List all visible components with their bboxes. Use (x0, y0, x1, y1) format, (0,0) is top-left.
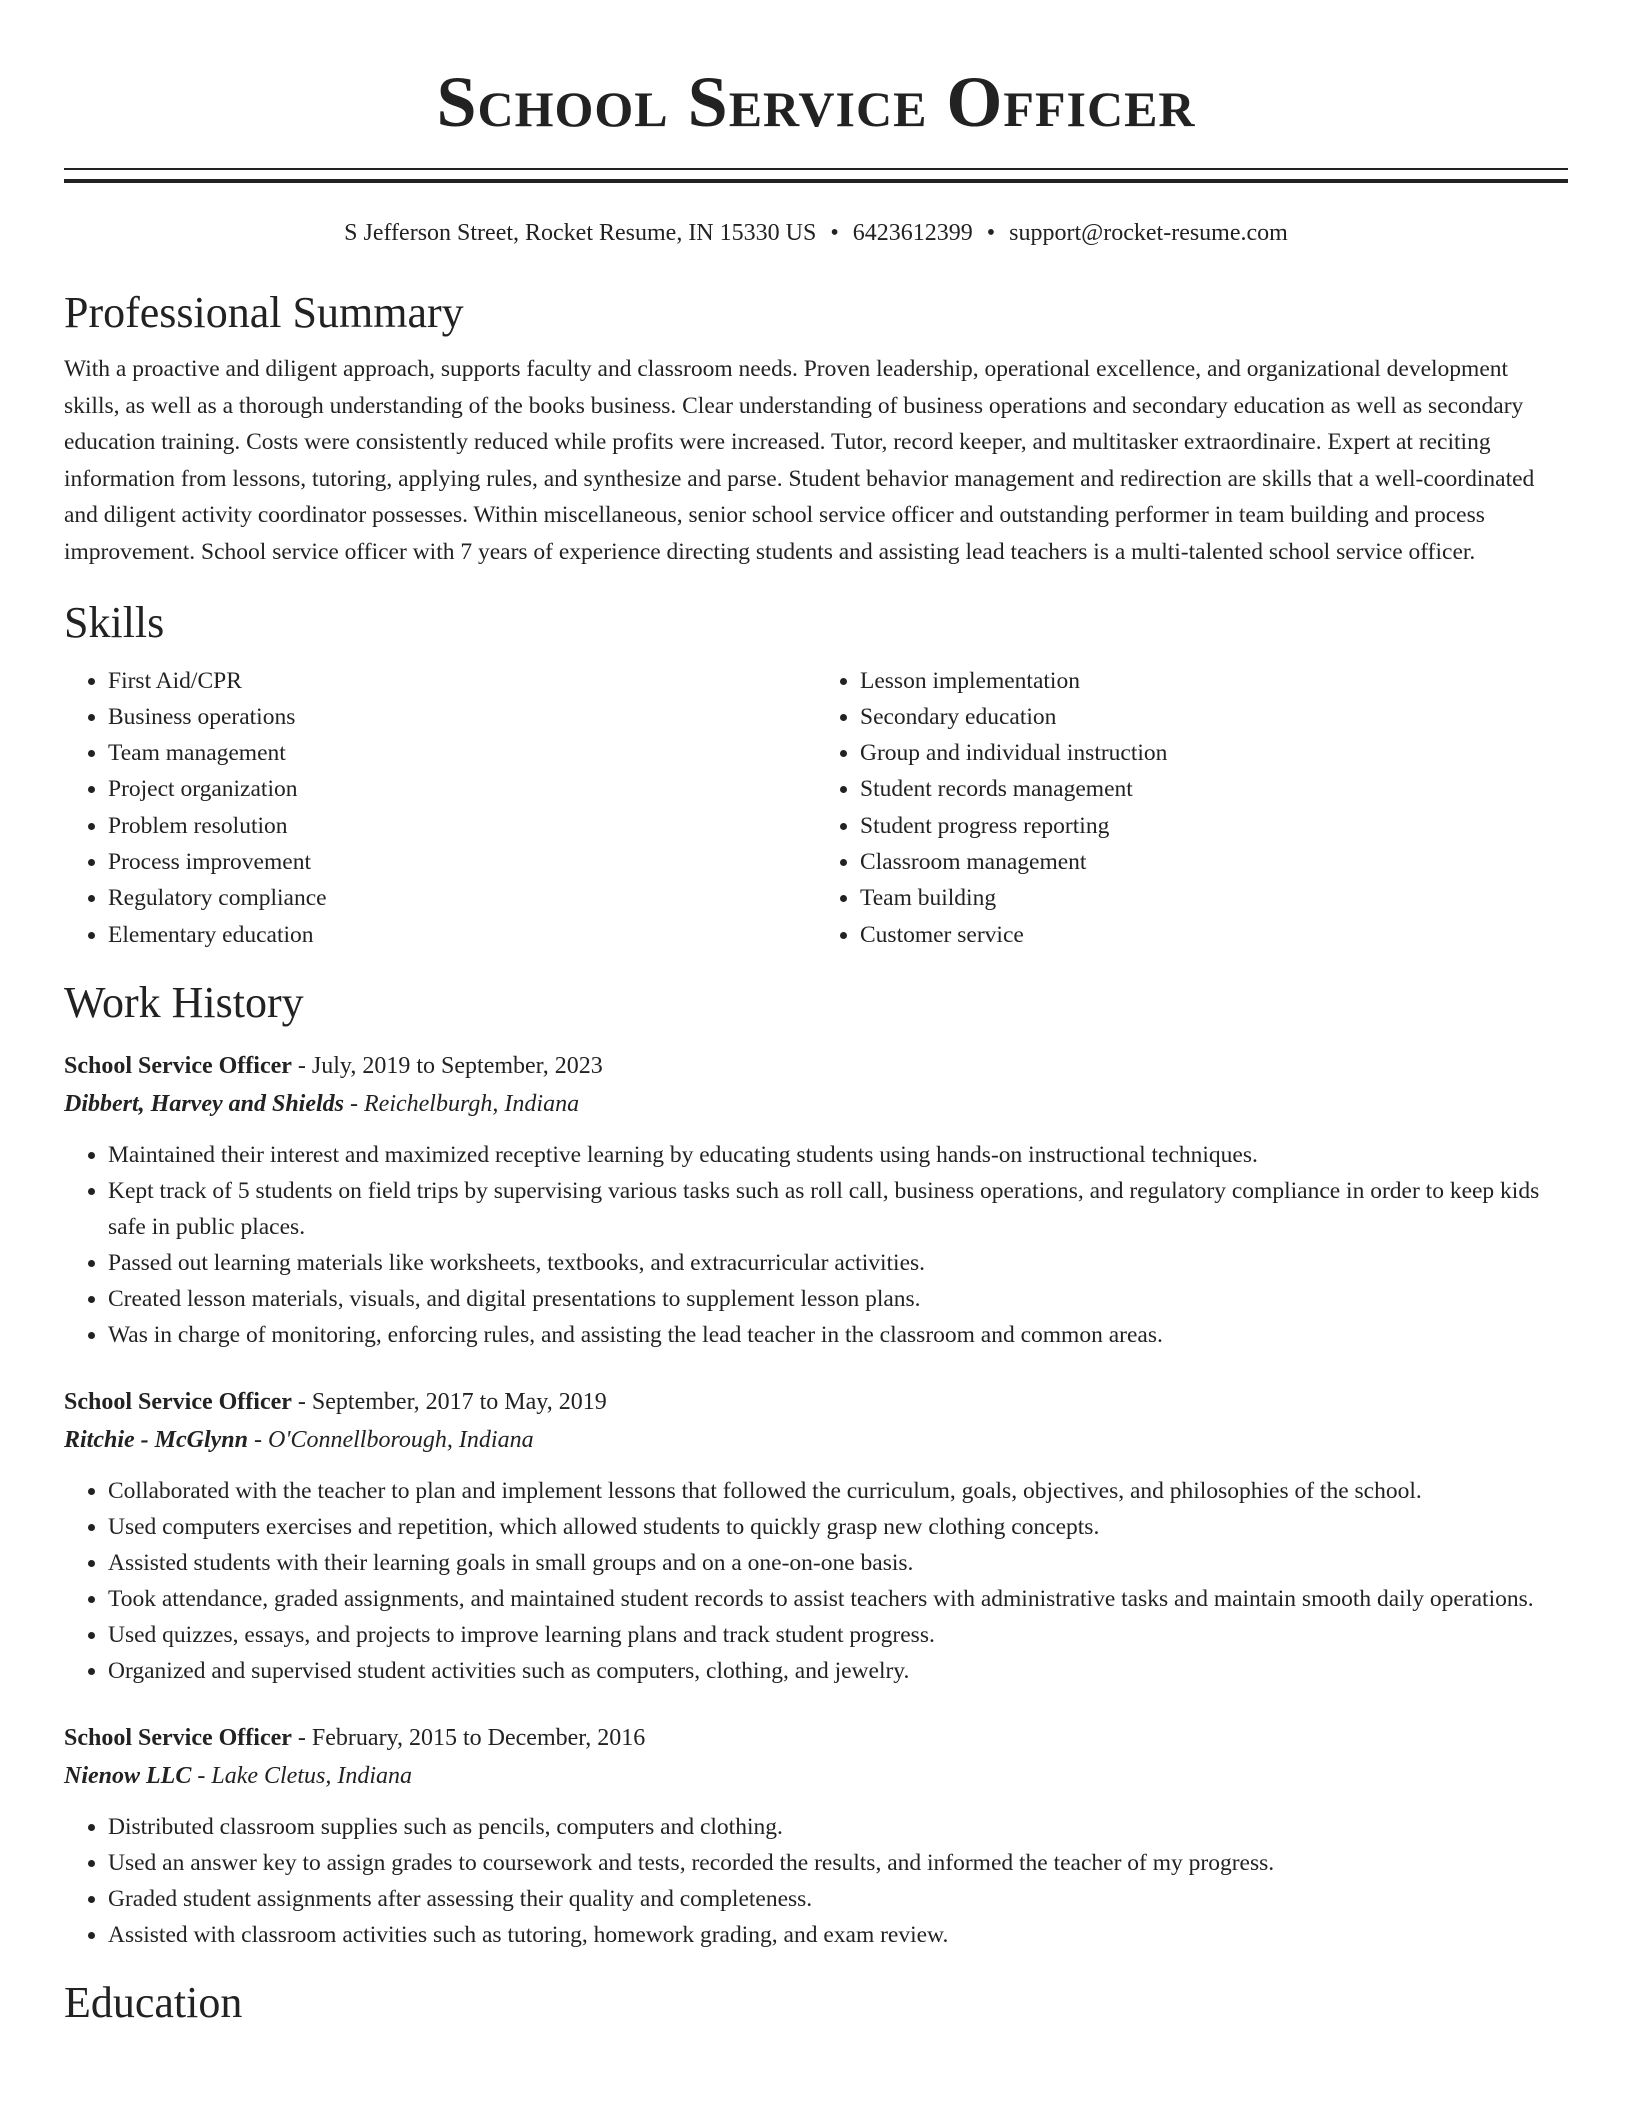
job-company-name: Ritchie - McGlynn (64, 1426, 248, 1453)
job-duty-item: • Kept track of 5 students on field trips by supervising various tasks such as roll call, business operations, and regulatory compliance in order to keep kids safe in public places. (108, 1173, 1568, 1245)
skill-item: • Team management (108, 735, 816, 771)
job-list (64, 1047, 1568, 1953)
job-company-line: Nienow LLC - Lake Cletus, Indiana (64, 1762, 412, 1789)
job-company-name: Dibbert, Harvey and Shields (64, 1090, 344, 1117)
job-duties (64, 1473, 1568, 1689)
contact-address: S Jefferson Street, Rocket Resume, IN 15330 US (344, 220, 817, 246)
job-duty-item: • Graded student assignments after assessing their quality and completeness. (108, 1881, 1568, 1917)
job-duty-item: • Created lesson materials, visuals, and digital presentations to supplement lesson plans. (108, 1281, 1568, 1317)
header-divider (64, 168, 1568, 183)
skill-item: • Process improvement (108, 844, 816, 880)
skills-column-right (816, 663, 1568, 953)
job-entry (64, 1383, 1568, 1689)
job-duties (64, 1137, 1568, 1353)
skill-item: • Lesson implementation (860, 663, 1568, 699)
job-entry (64, 1047, 1568, 1353)
work-history-heading: Work History (64, 977, 304, 1027)
job-title-line: School Service Officer - July, 2019 to September, 2023 (64, 1052, 603, 1079)
contact-line (64, 217, 1568, 249)
job-dates: July, 2019 to September, 2023 (311, 1052, 603, 1079)
skill-item: • Student records management (860, 771, 1568, 807)
job-duty-item: • Assisted with classroom activities such as tutoring, homework grading, and exam review. (108, 1917, 1568, 1953)
skill-item: • Team building (860, 880, 1568, 916)
job-duty-item: • Collaborated with the teacher to plan and implement lessons that followed the curriculum, goals, objectives, and philosophies of the school. (108, 1473, 1568, 1509)
skill-item: • Classroom management (860, 844, 1568, 880)
job-duties (64, 1809, 1568, 1953)
job-company-line: Dibbert, Harvey and Shields - Reichelburgh, Indiana (64, 1090, 580, 1117)
resume-name: School Service Officer (436, 62, 1196, 142)
job-duty-item: • Assisted students with their learning goals in small groups and on a one-on-one basis. (108, 1545, 1568, 1581)
job-duty-item: • Took attendance, graded assignments, and maintained student records to assist teachers with administrative tasks and maintain smooth daily operations. (108, 1581, 1568, 1617)
skills-column-left (64, 663, 816, 953)
skill-item: • Elementary education (108, 917, 816, 953)
job-role: School Service Officer (64, 1388, 292, 1415)
job-duty-item: • Maintained their interest and maximized receptive learning by educating students using hands-on instructional techniques. (108, 1137, 1568, 1173)
job-duty-item: • Distributed classroom supplies such as pencils, computers and clothing. (108, 1809, 1568, 1845)
skill-item: • First Aid/CPR (108, 663, 816, 699)
job-duty-item: • Used computers exercises and repetition, which allowed students to quickly grasp new clothing concepts. (108, 1509, 1568, 1545)
job-duty-item: • Passed out learning materials like worksheets, textbooks, and extracurricular activities. (108, 1245, 1568, 1281)
skills-heading: Skills (64, 597, 165, 647)
skill-item: • Secondary education (860, 699, 1568, 735)
job-dates: September, 2017 to May, 2019 (311, 1388, 607, 1415)
job-location: Reichelburgh, Indiana (364, 1090, 580, 1117)
job-title-line: School Service Officer - February, 2015 to December, 2016 (64, 1724, 646, 1751)
job-entry (64, 1719, 1568, 1953)
job-duty-item: • Used an answer key to assign grades to coursework and tests, recorded the results, and informed the teacher of my progress. (108, 1845, 1568, 1881)
job-duty-item: • Used quizzes, essays, and projects to improve learning plans and track student progress. (108, 1617, 1568, 1653)
job-role: School Service Officer (64, 1724, 292, 1751)
skill-item: • Project organization (108, 771, 816, 807)
skill-item: • Problem resolution (108, 808, 816, 844)
skills-grid (64, 663, 1568, 953)
skill-item: • Business operations (108, 699, 816, 735)
education-heading: Education (64, 1977, 243, 2027)
job-location: Lake Cletus, Indiana (211, 1762, 412, 1789)
skill-item: • Group and individual instruction (860, 735, 1568, 771)
job-company-name: Nienow LLC (64, 1762, 192, 1789)
contact-separator: • (986, 220, 996, 246)
job-duty-item: • Was in charge of monitoring, enforcing rules, and assisting the lead teacher in the classroom and common areas. (108, 1317, 1568, 1353)
job-location: O'Connellborough, Indiana (268, 1426, 534, 1453)
job-title-line: School Service Officer - September, 2017 to May, 2019 (64, 1388, 607, 1415)
job-role: School Service Officer (64, 1052, 292, 1079)
contact-separator: • (830, 220, 839, 246)
skill-item: • Student progress reporting (860, 808, 1568, 844)
skill-item: • Customer service (860, 917, 1568, 953)
job-duty-item: • Organized and supervised student activities such as computers, clothing, and jewelry. (108, 1653, 1568, 1689)
job-dates: February, 2015 to December, 2016 (311, 1724, 646, 1751)
job-company-line: Ritchie - McGlynn - O'Connellborough, Indiana (64, 1426, 534, 1453)
summary-text: With a proactive and diligent approach, supports faculty and classroom needs. Proven leadership, operational excellence, and organizational development skills, as well as a thorough understanding of the books business. Clear understanding of business operations and secondary education as well as secondary education training. Costs were consistently reduced while profits were increased. Tutor, record keeper, and multitasker extraordinaire. Expert at reciting information from lessons, tutoring, applying rules, and synthesize and parse. Student behavior management and redirection are skills that a well-coordinated and diligent activity coordinator possesses. Within miscellaneous, senior school service officer and outstanding performer in team building and process improvement. School service officer with 7 years of experience directing students and assisting lead teachers is a multi-talented school service officer. (64, 356, 1535, 565)
contact-email: support@rocket-resume.com (1009, 220, 1288, 246)
skill-item: • Regulatory compliance (108, 880, 816, 916)
summary-heading: Professional Summary (64, 288, 464, 337)
contact-phone: 6423612399 (852, 220, 973, 246)
